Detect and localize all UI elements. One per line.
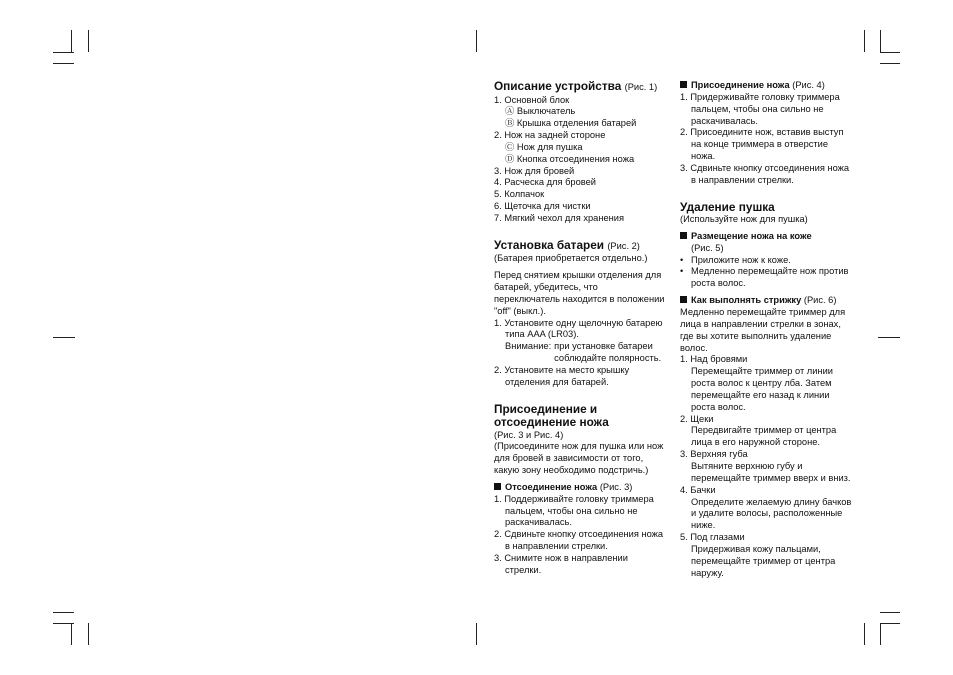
section-title: Удаление пушка bbox=[680, 199, 775, 214]
crop-mark bbox=[53, 52, 74, 53]
list-item: 2. Нож на задней стороне bbox=[494, 130, 606, 141]
crop-mark bbox=[476, 30, 477, 52]
section-ref: (Рис. 3 и Рис. 4) bbox=[494, 429, 564, 440]
crop-mark bbox=[53, 63, 74, 64]
list-item: 1. Установите одну щелочную батарею типа AAA (LR03). bbox=[494, 317, 663, 340]
zone-text: Перемещайте триммер от линии роста волос к центру лба. Затем перемещайте его назад к линии роста волос. bbox=[691, 366, 833, 412]
crop-mark bbox=[880, 623, 881, 645]
list-item: 1. Основной блок bbox=[494, 94, 570, 105]
warning bbox=[494, 341, 666, 365]
crop-mark bbox=[53, 337, 75, 338]
list-item: 4. Расческа для бровей bbox=[494, 177, 596, 188]
zone-text: Передвигайте триммер от центра лица в его наружной стороне. bbox=[691, 425, 837, 448]
warning-label: Внимание: bbox=[505, 341, 552, 352]
list-item: Ⓐ Выключатель bbox=[505, 106, 576, 117]
zone-label: 3. Верхняя губа bbox=[680, 449, 748, 460]
zone-text: Придерживая кожу пальцами, перемещайте триммер от центра наружу. bbox=[691, 543, 836, 578]
list-item: Ⓒ Нож для пушка bbox=[505, 141, 583, 152]
bullet-item: • Приложите нож к коже. bbox=[680, 254, 791, 265]
list-item: 3. Снимите нож в направлении стрелки. bbox=[494, 553, 628, 575]
subsection-title: Размещение ножа на коже bbox=[680, 231, 852, 243]
zone-text: Вытяните верхнюю губу и перемещайте триммер вверх и вниз. bbox=[691, 460, 851, 483]
section-title: Присоединение и отсоединение ножа bbox=[494, 401, 609, 430]
list-item: 2. Сдвиньте кнопку отсоединения ножа в направлении стрелки. bbox=[494, 529, 664, 552]
down-note: (Используйте нож для пушка) bbox=[680, 214, 808, 225]
battery-note: (Батарея приобретается отдельно.) bbox=[494, 253, 648, 264]
section-battery bbox=[494, 239, 666, 389]
crop-mark bbox=[880, 612, 900, 613]
zone-label: 1. Над бровями bbox=[680, 354, 748, 365]
list-item: 2. Установите на место крышку отделения для батарей. bbox=[494, 364, 630, 387]
subsection-title: Отсоединение ножа (Рис. 3) bbox=[494, 482, 666, 494]
list-item: 7. Мягкий чехол для хранения bbox=[494, 212, 624, 223]
crop-mark bbox=[864, 623, 865, 645]
bullet-item: • Медленно перемещайте нож против роста волос. bbox=[680, 266, 849, 289]
howto-intro: Медленно перемещайте триммер для лица в направлении стрелки в зонах, где вы хотите выполнить удаление волос. bbox=[680, 307, 846, 353]
crop-mark bbox=[864, 30, 865, 52]
section-ref: (Рис. 5) bbox=[691, 242, 724, 253]
crop-mark bbox=[878, 337, 900, 338]
list-item: Ⓑ Крышка отделения батарей bbox=[505, 118, 637, 129]
list-item: 3. Нож для бровей bbox=[494, 165, 575, 176]
crop-mark bbox=[880, 63, 900, 64]
list-item: 2. Присоедините нож, вставив выступ на конце триммера в отверстие ножа. bbox=[680, 127, 844, 162]
section-description bbox=[494, 80, 666, 225]
square-bullet-icon bbox=[680, 232, 687, 239]
left-column bbox=[494, 80, 666, 577]
section-attach-blade bbox=[680, 80, 852, 187]
zone-label: 2. Щеки bbox=[680, 413, 714, 424]
zone-label: 5. Под глазами bbox=[680, 532, 745, 543]
square-bullet-icon bbox=[680, 296, 687, 303]
crop-mark bbox=[88, 623, 89, 645]
subsection-title: Присоединение ножа (Рис. 4) bbox=[680, 80, 852, 92]
square-bullet-icon bbox=[680, 81, 687, 88]
crop-mark bbox=[53, 612, 74, 613]
warning-text: при установке батареи соблюдайте полярность. bbox=[554, 341, 662, 364]
section-title: Установка батареи (Рис. 2) bbox=[494, 237, 640, 252]
crop-mark bbox=[880, 30, 881, 52]
crop-mark bbox=[71, 30, 72, 52]
square-bullet-icon bbox=[494, 483, 501, 490]
crop-mark bbox=[880, 52, 900, 53]
subsection-title: Как выполнять стрижку (Рис. 6) bbox=[680, 295, 852, 307]
right-column bbox=[680, 80, 852, 579]
list-item: 5. Колпачок bbox=[494, 189, 545, 200]
zone-text: Определите желаемую длину бачков и удалите волосы, расположенные ниже. bbox=[691, 496, 852, 531]
list-item: 3. Сдвиньте кнопку отсоединения ножа в направлении стрелки. bbox=[680, 162, 850, 185]
crop-mark bbox=[880, 623, 900, 624]
section-title: Описание устройства (Рис. 1) bbox=[494, 79, 658, 93]
attach-note: (Присоедините нож для пушка или нож для бровей в зависимости от того, какую зону необходимо подстричь.) bbox=[494, 441, 664, 476]
list-item: 6. Щеточка для чистки bbox=[494, 201, 591, 212]
crop-mark bbox=[476, 623, 477, 645]
crop-mark bbox=[88, 30, 89, 52]
list-item: 1. Поддерживайте головку триммера пальцем, чтобы она сильно не раскачивалась. bbox=[494, 493, 654, 528]
list-item: 1. Придерживайте головку триммера пальцем, чтобы она сильно не раскачивалась. bbox=[680, 91, 840, 126]
list-item: Ⓓ Кнопка отсоединения ножа bbox=[505, 153, 635, 164]
section-attach bbox=[494, 403, 666, 577]
crop-mark bbox=[71, 623, 72, 645]
battery-intro: Перед снятием крышки отделения для батарей, убедитесь, что переключатель находится в положении "off" (выкл.). bbox=[494, 270, 665, 316]
section-down-removal bbox=[680, 201, 852, 580]
zone-label: 4. Бачки bbox=[680, 484, 716, 495]
